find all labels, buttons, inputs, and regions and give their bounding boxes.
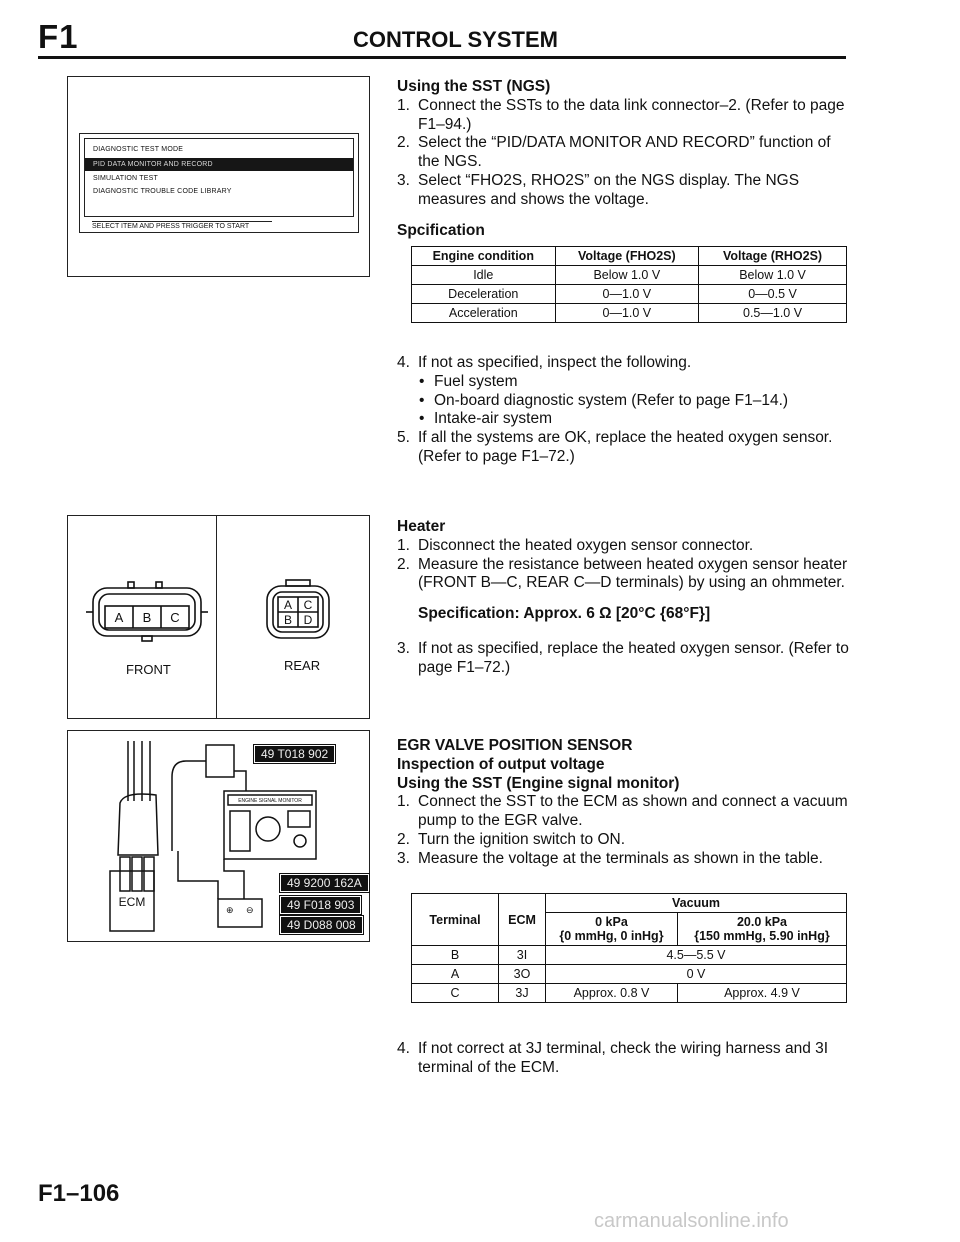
table-cell: 3O bbox=[499, 965, 546, 984]
heater-step-2 bbox=[397, 556, 849, 594]
cable bbox=[234, 771, 246, 791]
heater-heading: Heater bbox=[397, 518, 446, 535]
page-title: CONTROL SYSTEM bbox=[353, 27, 558, 52]
egr-followup bbox=[397, 1040, 849, 1078]
step-number: 2. bbox=[397, 830, 410, 848]
header-rule bbox=[38, 56, 846, 59]
rear-pin-c: C bbox=[303, 598, 313, 612]
step-text: Measure the voltage at the terminals as shown in the table. bbox=[418, 849, 823, 867]
tool-label: 49 D088 008 bbox=[280, 916, 363, 934]
header-line: 20.0 kPa bbox=[736, 915, 787, 929]
table-cell: Approx. 4.9 V bbox=[677, 984, 846, 1003]
menu-item: DIAGNOSTIC TROUBLE CODE LIBRARY bbox=[93, 188, 232, 195]
connector-drawing bbox=[68, 516, 369, 718]
test-lead bbox=[224, 859, 244, 899]
battery-minus-icon: ⊖ bbox=[246, 905, 254, 915]
ngs-screen-figure bbox=[67, 76, 370, 277]
step-number: 2. bbox=[397, 134, 410, 152]
battery bbox=[218, 899, 262, 927]
table-header: ECM bbox=[499, 894, 546, 946]
table-cell: 0.5—1.0 V bbox=[699, 304, 847, 323]
table-cell: Approx. 0.8 V bbox=[546, 984, 678, 1003]
egr-step-4 bbox=[397, 1040, 849, 1078]
heater-step-3 bbox=[397, 640, 849, 678]
table-header bbox=[677, 913, 846, 946]
ecm-label: ECM bbox=[118, 895, 146, 909]
ngs-followup bbox=[397, 354, 849, 467]
table-cell: Below 1.0 V bbox=[555, 266, 699, 285]
sst-connector bbox=[206, 745, 234, 777]
front-pin-b: B bbox=[142, 610, 152, 625]
step-text: Select the “PID/DATA MONITOR AND RECORD” function of the NGS. bbox=[418, 134, 831, 171]
ngs-step-2 bbox=[397, 134, 849, 172]
table-header-row bbox=[412, 894, 847, 913]
harness-plug bbox=[120, 857, 130, 891]
menu-item: SIMULATION TEST bbox=[93, 175, 158, 182]
ngs-step-1 bbox=[397, 97, 849, 135]
spec-heading: Spcification bbox=[397, 221, 485, 239]
step-number: 1. bbox=[397, 96, 410, 114]
table-cell: Below 1.0 V bbox=[699, 266, 847, 285]
egr-sst-figure bbox=[67, 730, 370, 942]
header-line: {0 mmHg, 0 inHg} bbox=[559, 929, 664, 943]
table-row bbox=[412, 946, 847, 965]
table-cell: C bbox=[412, 984, 499, 1003]
step-text: Disconnect the heated oxygen sensor connector. bbox=[418, 536, 754, 554]
step-number: 5. bbox=[397, 429, 410, 447]
egr-step-3 bbox=[397, 850, 849, 869]
table-header: Terminal bbox=[412, 894, 499, 946]
rear-pin-a: A bbox=[283, 598, 293, 612]
ngs-step-4 bbox=[397, 354, 849, 373]
step-text: If not as specified, inspect the following. bbox=[418, 354, 692, 371]
table-cell: B bbox=[412, 946, 499, 965]
egr-heading: EGR VALVE POSITION SENSOR bbox=[397, 737, 633, 754]
step-number: 4. bbox=[397, 354, 410, 371]
latch-tab bbox=[156, 582, 162, 588]
page-number: F1–106 bbox=[38, 1180, 120, 1207]
step-number: 1. bbox=[397, 793, 410, 811]
rear-pin-d: D bbox=[303, 613, 313, 627]
cable bbox=[172, 761, 206, 851]
egr-section bbox=[397, 737, 849, 869]
ngs-menu bbox=[84, 138, 354, 217]
table-cell: Acceleration bbox=[412, 304, 556, 323]
egr-voltage-table bbox=[411, 893, 847, 1003]
latch-tab bbox=[128, 582, 134, 588]
bullet-item: • On-board diagnostic system (Refer to page F1–14.) bbox=[397, 392, 849, 411]
table-row bbox=[412, 266, 847, 285]
front-pin-c: C bbox=[170, 610, 180, 625]
egr-subheading: Inspection of output voltage bbox=[397, 755, 605, 773]
table-header bbox=[546, 913, 678, 946]
monitor-title: ENGINE SIGNAL MONITOR bbox=[238, 798, 302, 804]
menu-item-selected: PID DATA MONITOR AND RECORD bbox=[85, 158, 353, 171]
step-number: 1. bbox=[397, 536, 410, 554]
tool-label: 49 9200 162A bbox=[280, 874, 369, 892]
latch-tab bbox=[286, 580, 310, 586]
table-header: Voltage (RHO2S) bbox=[699, 247, 847, 266]
step-number: 2. bbox=[397, 555, 410, 573]
step-text: Measure the resistance between heated oxygen sensor heater (FRONT B—C, REAR C—D terminals) by using an ohmmeter. bbox=[418, 555, 848, 592]
table-header: Vacuum bbox=[546, 894, 847, 913]
menu-item: DIAGNOSTIC TEST MODE bbox=[93, 146, 184, 153]
step-number: 3. bbox=[397, 171, 410, 189]
monitor-meter bbox=[288, 811, 310, 827]
step-text: Connect the SSTs to the data link connector–2. (Refer to page F1–94.) bbox=[418, 96, 845, 133]
heater-section bbox=[397, 518, 849, 678]
step-number: 3. bbox=[397, 639, 410, 657]
tool-label: 49 T018 902 bbox=[254, 745, 335, 763]
watermark: carmanualsonline.info bbox=[594, 1210, 789, 1232]
front-pin-a: A bbox=[114, 610, 124, 625]
monitor-selector bbox=[256, 817, 280, 841]
table-header-row bbox=[412, 247, 847, 266]
front-label: FRONT bbox=[126, 662, 171, 677]
step-text: Connect the SST to the ECM as shown and connect a vacuum pump to the EGR valve. bbox=[418, 793, 848, 830]
table-cell: 3J bbox=[499, 984, 546, 1003]
test-lead bbox=[178, 851, 218, 899]
ngs-step-5 bbox=[397, 429, 849, 467]
table-cell: 0—0.5 V bbox=[699, 285, 847, 304]
bullet-item: • Fuel system bbox=[397, 373, 849, 392]
heater-spec: Specification: Approx. 6 Ω [20°C {68°F}] bbox=[418, 605, 711, 623]
step-text: Select “FHO2S, RHO2S” on the NGS display. The NGS measures and shows the voltage. bbox=[418, 171, 800, 208]
harness-plug bbox=[132, 857, 142, 891]
harness-plug bbox=[144, 857, 154, 891]
ngs-step-3 bbox=[397, 172, 849, 210]
step-text: If all the systems are OK, replace the heated oxygen sensor. (Refer to page F1–72.) bbox=[418, 429, 833, 465]
rear-label: REAR bbox=[284, 658, 321, 673]
ngs-spec-table bbox=[411, 246, 847, 323]
table-cell: A bbox=[412, 965, 499, 984]
step-text: If not as specified, replace the heated oxygen sensor. (Refer to page F1–72.) bbox=[418, 639, 849, 676]
egr-step-2 bbox=[397, 831, 849, 850]
section-code: F1 bbox=[38, 18, 79, 55]
table-cell: 0—1.0 V bbox=[555, 285, 699, 304]
ngs-heading: Using the SST (NGS) bbox=[397, 78, 551, 95]
tool-label: 49 F018 903 bbox=[280, 896, 361, 914]
menu-footer: SELECT ITEM AND PRESS TRIGGER TO START bbox=[92, 221, 272, 230]
battery-plus-icon: ⊕ bbox=[226, 905, 234, 915]
egr-step-1 bbox=[397, 793, 849, 831]
table-row bbox=[412, 304, 847, 323]
latch-tab bbox=[142, 636, 152, 641]
table-header: Engine condition bbox=[412, 247, 556, 266]
harness-sleeve bbox=[118, 794, 158, 855]
step-text: If not correct at 3J terminal, check the wiring harness and 3I terminal of the ECM. bbox=[418, 1040, 829, 1076]
step-number: 3. bbox=[397, 849, 410, 867]
table-cell: Idle bbox=[412, 266, 556, 285]
table-cell: 0—1.0 V bbox=[555, 304, 699, 323]
header-line: {150 mmHg, 5.90 inHg} bbox=[694, 929, 830, 943]
egr-subheading: Using the SST (Engine signal monitor) bbox=[397, 774, 680, 792]
table-cell: 0 V bbox=[546, 965, 847, 984]
step-text: Turn the ignition switch to ON. bbox=[418, 830, 626, 848]
rear-pin-b: B bbox=[283, 613, 293, 627]
header-line: 0 kPa bbox=[595, 915, 628, 929]
table-row bbox=[412, 965, 847, 984]
monitor-dial bbox=[294, 835, 306, 847]
table-cell: 4.5—5.5 V bbox=[546, 946, 847, 965]
step-number: 4. bbox=[397, 1040, 410, 1057]
table-header: Voltage (FHO2S) bbox=[555, 247, 699, 266]
table-cell: Deceleration bbox=[412, 285, 556, 304]
table-row bbox=[412, 285, 847, 304]
ngs-section bbox=[397, 78, 849, 240]
table-cell: 3I bbox=[499, 946, 546, 965]
wire-harness bbox=[128, 741, 150, 801]
ngs-display bbox=[79, 133, 359, 233]
monitor-keypad bbox=[230, 811, 250, 851]
bullet-item: • Intake-air system bbox=[397, 410, 849, 429]
table-row bbox=[412, 984, 847, 1003]
connector-figure bbox=[67, 515, 370, 719]
heater-step-1 bbox=[397, 537, 849, 556]
